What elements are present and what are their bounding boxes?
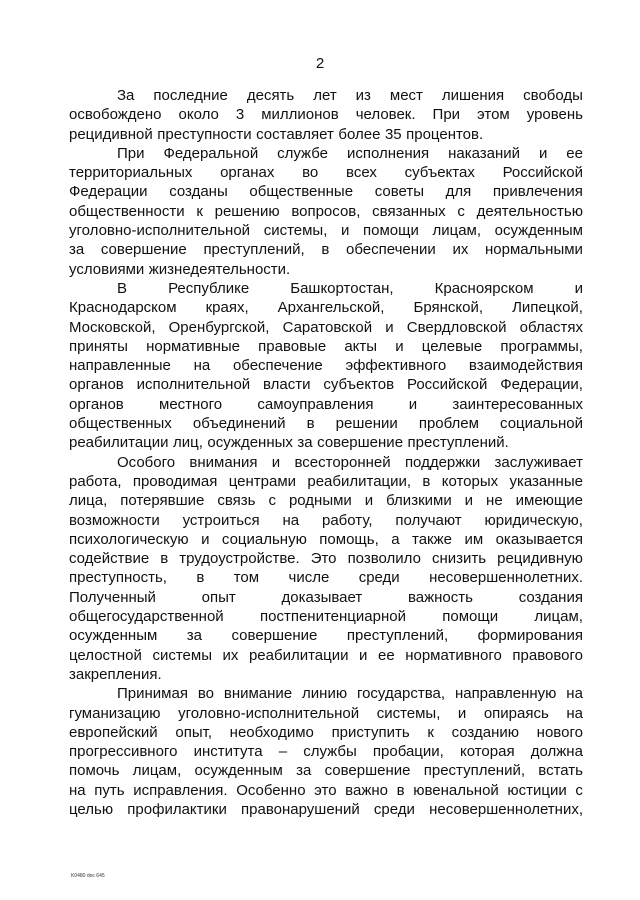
word: уровень: [526, 106, 583, 124]
word: и: [574, 279, 583, 297]
word: и: [408, 395, 418, 413]
word: более: [338, 125, 381, 143]
word: Федерации,: [500, 376, 583, 394]
word: и: [341, 222, 350, 240]
word: им: [464, 530, 484, 548]
word: исполнительной: [136, 376, 251, 394]
word: гуманизацию: [69, 704, 161, 722]
word: к: [427, 723, 434, 741]
word: объединений: [192, 415, 286, 433]
word: к: [196, 202, 203, 220]
word: деятельностью: [476, 202, 583, 220]
word: также: [412, 530, 452, 548]
word: на: [566, 685, 583, 703]
word: нормальными: [484, 241, 583, 259]
word: встать: [538, 762, 583, 780]
word: целью: [69, 800, 114, 818]
word: взаимодействия: [468, 357, 583, 375]
word: власти: [263, 376, 311, 394]
word: общественности: [69, 202, 185, 220]
word: 35: [384, 125, 402, 143]
text-line: [69, 742, 583, 761]
word: должна: [530, 743, 583, 761]
text-line: [69, 221, 583, 240]
word: важно: [345, 781, 388, 799]
word: и: [464, 492, 474, 510]
word: общественных: [69, 415, 172, 433]
word: в: [422, 472, 431, 490]
word: местного: [159, 395, 223, 413]
text-line: [69, 453, 583, 472]
word: областях: [519, 318, 583, 336]
word: обеспечении: [346, 241, 436, 259]
word: за: [297, 434, 313, 452]
text-line: [69, 395, 583, 414]
word: несовершеннолетних,: [429, 800, 583, 818]
word: устроиться: [182, 511, 260, 529]
word: системы,: [263, 222, 328, 240]
word: лиц,: [173, 434, 203, 452]
word: созданы: [169, 183, 228, 201]
word: во: [302, 164, 319, 182]
word: том: [233, 569, 260, 587]
word: решении: [335, 415, 398, 433]
word: института: [193, 743, 263, 761]
word: всех: [346, 164, 377, 182]
word: на: [566, 704, 583, 722]
word: внимание: [223, 685, 293, 703]
text-line: [69, 549, 583, 568]
word: центрами: [228, 472, 297, 490]
word: юстиции: [507, 781, 567, 799]
text-line: [69, 646, 583, 665]
word: реабилитации: [69, 434, 169, 452]
word: которых: [441, 472, 499, 490]
word: совершение: [324, 762, 411, 780]
word: социальную: [221, 530, 307, 548]
text-line: [69, 356, 583, 375]
word: рецидивную: [497, 550, 583, 568]
word: службе: [277, 144, 329, 162]
word: При: [117, 144, 145, 162]
word: субъектов: [323, 376, 395, 394]
word: приняты: [69, 337, 128, 355]
word: юридическую,: [484, 511, 583, 529]
word: исправления.: [133, 781, 228, 799]
word: с: [457, 202, 465, 220]
text-line: [69, 86, 583, 105]
word: решению: [214, 202, 280, 220]
word: осужденным: [494, 222, 583, 240]
word: европейский: [69, 723, 158, 741]
word: акты: [344, 337, 378, 355]
word: системы,: [376, 704, 441, 722]
word: нормативные: [146, 337, 240, 355]
word: наказаний: [448, 144, 521, 162]
word: в: [306, 415, 315, 433]
word: и: [385, 318, 394, 336]
word: уголовно-исполнительной: [69, 222, 251, 240]
word: реабилитации: [248, 646, 349, 664]
word: психологическую: [69, 530, 189, 548]
word: во: [197, 685, 214, 703]
word: и: [395, 337, 404, 355]
word: последние: [153, 87, 228, 104]
text-line: [69, 607, 583, 626]
text-line: [69, 800, 583, 819]
word: ювенальной: [413, 781, 499, 799]
word: совершение: [231, 627, 318, 645]
word: закрепления.: [69, 665, 162, 683]
word: лицам,: [534, 608, 583, 626]
word: направленную: [454, 685, 557, 703]
word: Российской: [406, 376, 488, 394]
word: Оренбургской,: [168, 318, 270, 336]
word: государства,: [356, 685, 446, 703]
word: целостной: [69, 646, 142, 664]
text-line: [69, 125, 583, 144]
word: с: [268, 492, 276, 510]
word: пробации,: [372, 743, 444, 761]
word: преступности: [157, 125, 252, 143]
word: Брянской,: [413, 299, 484, 317]
word: профилактики: [127, 800, 227, 818]
word: ее: [566, 144, 583, 162]
word: помощи: [442, 608, 499, 626]
word: в: [196, 569, 205, 587]
word: проводимая: [132, 472, 218, 490]
word: свободы: [523, 87, 583, 104]
word: десять: [246, 87, 295, 104]
word: Липецкой,: [512, 299, 583, 317]
word: их: [452, 241, 469, 259]
word: Краснодарском: [69, 299, 177, 317]
word: и: [364, 492, 374, 510]
word: оказывается: [495, 530, 583, 548]
word: связанных: [372, 202, 446, 220]
word: заинтересованных: [452, 395, 583, 413]
word: приступить: [331, 723, 410, 741]
word: возможности: [69, 511, 160, 529]
word: Российской: [502, 164, 583, 182]
word: уголовно-исполнительной: [178, 704, 360, 722]
word: для: [445, 183, 472, 201]
word: создания: [518, 588, 583, 606]
word: рецидивной: [69, 125, 153, 143]
text-line: [69, 433, 583, 452]
word: ее: [377, 646, 395, 664]
word: привлечения: [492, 183, 583, 201]
word: лет: [313, 87, 337, 104]
word: правонарушений: [241, 800, 360, 818]
word: 3: [235, 106, 245, 124]
word: которая: [459, 743, 515, 761]
text-line: [69, 279, 583, 298]
word: с: [575, 781, 583, 799]
word: лишения: [441, 87, 505, 104]
word: процентов.: [406, 125, 484, 143]
word: опыт: [201, 588, 236, 606]
word: преступлений,: [203, 241, 305, 259]
word: Московской,: [69, 318, 156, 336]
word: опыт,: [175, 723, 212, 741]
word: работа,: [69, 472, 122, 490]
word: их: [222, 646, 239, 664]
word: из: [355, 87, 371, 104]
text-line: [69, 298, 583, 317]
word: в: [160, 550, 169, 568]
word: поддержки: [404, 453, 481, 471]
word: –: [278, 743, 288, 761]
word: Полученный: [69, 588, 156, 606]
word: самоуправления: [257, 395, 374, 413]
word: правового: [512, 646, 583, 664]
word: мест: [389, 87, 423, 104]
word: Федеральной: [163, 144, 259, 162]
word: совершение: [317, 434, 404, 452]
body-text: [69, 86, 583, 819]
word: осужденных: [207, 434, 293, 452]
word: исполнения: [346, 144, 430, 162]
word: проблем: [418, 415, 479, 433]
word: службы: [303, 743, 357, 761]
word: нового: [536, 723, 583, 741]
word: среди: [358, 569, 400, 587]
text-line: [69, 240, 583, 259]
word: направленные: [69, 357, 171, 375]
word: и: [359, 646, 368, 664]
text-line: [69, 414, 583, 433]
word: помочь: [69, 762, 120, 780]
text-line: [69, 375, 583, 394]
word: Республике: [168, 279, 250, 297]
word: путь: [94, 781, 125, 799]
word: постпенитенциарной: [260, 608, 406, 626]
word: эффективного: [345, 357, 447, 375]
word: за: [69, 241, 85, 259]
text-line: [69, 163, 583, 182]
word: преступность,: [69, 569, 167, 587]
word: субъектах: [404, 164, 475, 182]
word: заслуживает: [494, 453, 583, 471]
text-line: [69, 781, 583, 800]
page-number: 2: [315, 55, 325, 72]
word: краях,: [205, 299, 249, 317]
text-line: [69, 530, 583, 549]
word: освобождено: [69, 106, 162, 124]
word: за: [296, 762, 312, 780]
word: человек.: [355, 106, 416, 124]
word: лица,: [69, 492, 108, 510]
word: Принимая: [117, 685, 188, 703]
text-line: [69, 761, 583, 780]
word: опираясь: [483, 704, 549, 722]
text-line: [69, 704, 583, 723]
word: на: [69, 781, 86, 799]
word: осужденным: [194, 762, 283, 780]
text-line: [69, 723, 583, 742]
word: органов: [69, 376, 124, 394]
text-line: [69, 318, 583, 337]
word: на: [193, 357, 211, 375]
word: и: [201, 530, 210, 548]
word: в: [396, 781, 405, 799]
word: При: [432, 106, 461, 124]
text-line: [69, 511, 583, 530]
word: Саратовской: [282, 318, 373, 336]
text-line: [69, 260, 583, 279]
word: Особого: [117, 453, 176, 471]
word: работу,: [322, 511, 373, 529]
word: связь: [217, 492, 256, 510]
word: содействие: [69, 550, 150, 568]
word: за: [186, 627, 203, 645]
word: и: [457, 704, 467, 722]
word: территориальных: [69, 164, 193, 182]
word: и: [538, 144, 548, 162]
word: миллионов: [261, 106, 339, 124]
word: реабилитации,: [307, 472, 412, 490]
word: В: [117, 279, 128, 297]
word: Архангельской,: [277, 299, 385, 317]
word: помощи: [363, 222, 419, 240]
word: это: [314, 781, 337, 799]
word: обеспечение: [232, 357, 323, 375]
word: правовые: [258, 337, 327, 355]
word: жизнедеятельности.: [148, 260, 291, 278]
text-line: [69, 665, 583, 684]
word: Свердловской: [406, 318, 507, 336]
word: получают: [395, 511, 462, 529]
text-line: [69, 144, 583, 163]
word: вопросов,: [291, 202, 361, 220]
word: Красноярском: [434, 279, 534, 297]
word: общественные: [249, 183, 354, 201]
text-line: [69, 202, 583, 221]
word: не: [486, 492, 503, 510]
word: осужденным: [69, 627, 158, 645]
word: потерявшие: [120, 492, 205, 510]
text-line: [69, 472, 583, 491]
word: преступлений,: [346, 627, 449, 645]
word: всесторонней: [294, 453, 391, 471]
text-line: [69, 182, 583, 201]
word: необходимо: [229, 723, 314, 741]
word: числе: [288, 569, 330, 587]
word: среди: [373, 800, 415, 818]
word: в: [321, 241, 330, 259]
word: формирования: [477, 627, 583, 645]
word: лицам,: [132, 762, 182, 780]
word: условиями: [69, 260, 145, 278]
word: лицам,: [432, 222, 482, 240]
text-line: [69, 105, 583, 124]
word: созданию: [451, 723, 519, 741]
word: целевые: [421, 337, 483, 355]
word: За: [117, 87, 135, 104]
word: органах: [220, 164, 275, 182]
text-line: [69, 588, 583, 607]
word: имеющие: [515, 492, 583, 510]
word: нормативного: [405, 646, 502, 664]
word: социальной: [500, 415, 583, 433]
text-line: [69, 626, 583, 645]
word: программы,: [500, 337, 583, 355]
word: снизить: [431, 550, 487, 568]
word: внимания: [189, 453, 258, 471]
text-line: [69, 491, 583, 510]
word: Федерации: [69, 183, 148, 201]
word: этом: [477, 106, 510, 124]
word: указанные: [509, 472, 583, 490]
word: важность: [407, 588, 473, 606]
word: преступлений,: [423, 762, 526, 780]
word: прогрессивного: [69, 743, 178, 761]
word: на: [282, 511, 300, 529]
word: составляет: [256, 125, 334, 143]
word: трудоустройстве.: [179, 550, 300, 568]
word: Башкортостан,: [290, 279, 394, 297]
word: несовершеннолетних.: [429, 569, 583, 587]
word: линию: [302, 685, 348, 703]
word: органов: [69, 395, 124, 413]
text-line: [69, 568, 583, 587]
word: доказывает: [281, 588, 363, 606]
text-line: [69, 337, 583, 356]
word: советы: [374, 183, 424, 201]
word: и: [271, 453, 281, 471]
word: позволило: [347, 550, 421, 568]
word: Это: [310, 550, 337, 568]
word: близкими: [386, 492, 452, 510]
word: а: [391, 530, 400, 548]
word: общегосударственной: [69, 608, 224, 626]
word: родными: [288, 492, 352, 510]
file-reference-footer: K0480 doc 645: [71, 873, 105, 879]
word: преступлений.: [407, 434, 509, 452]
word: помощь,: [319, 530, 379, 548]
word: совершение: [100, 241, 187, 259]
text-line: [69, 684, 583, 703]
word: около: [178, 106, 219, 124]
word: системы: [152, 646, 212, 664]
word: Особенно: [236, 781, 306, 799]
